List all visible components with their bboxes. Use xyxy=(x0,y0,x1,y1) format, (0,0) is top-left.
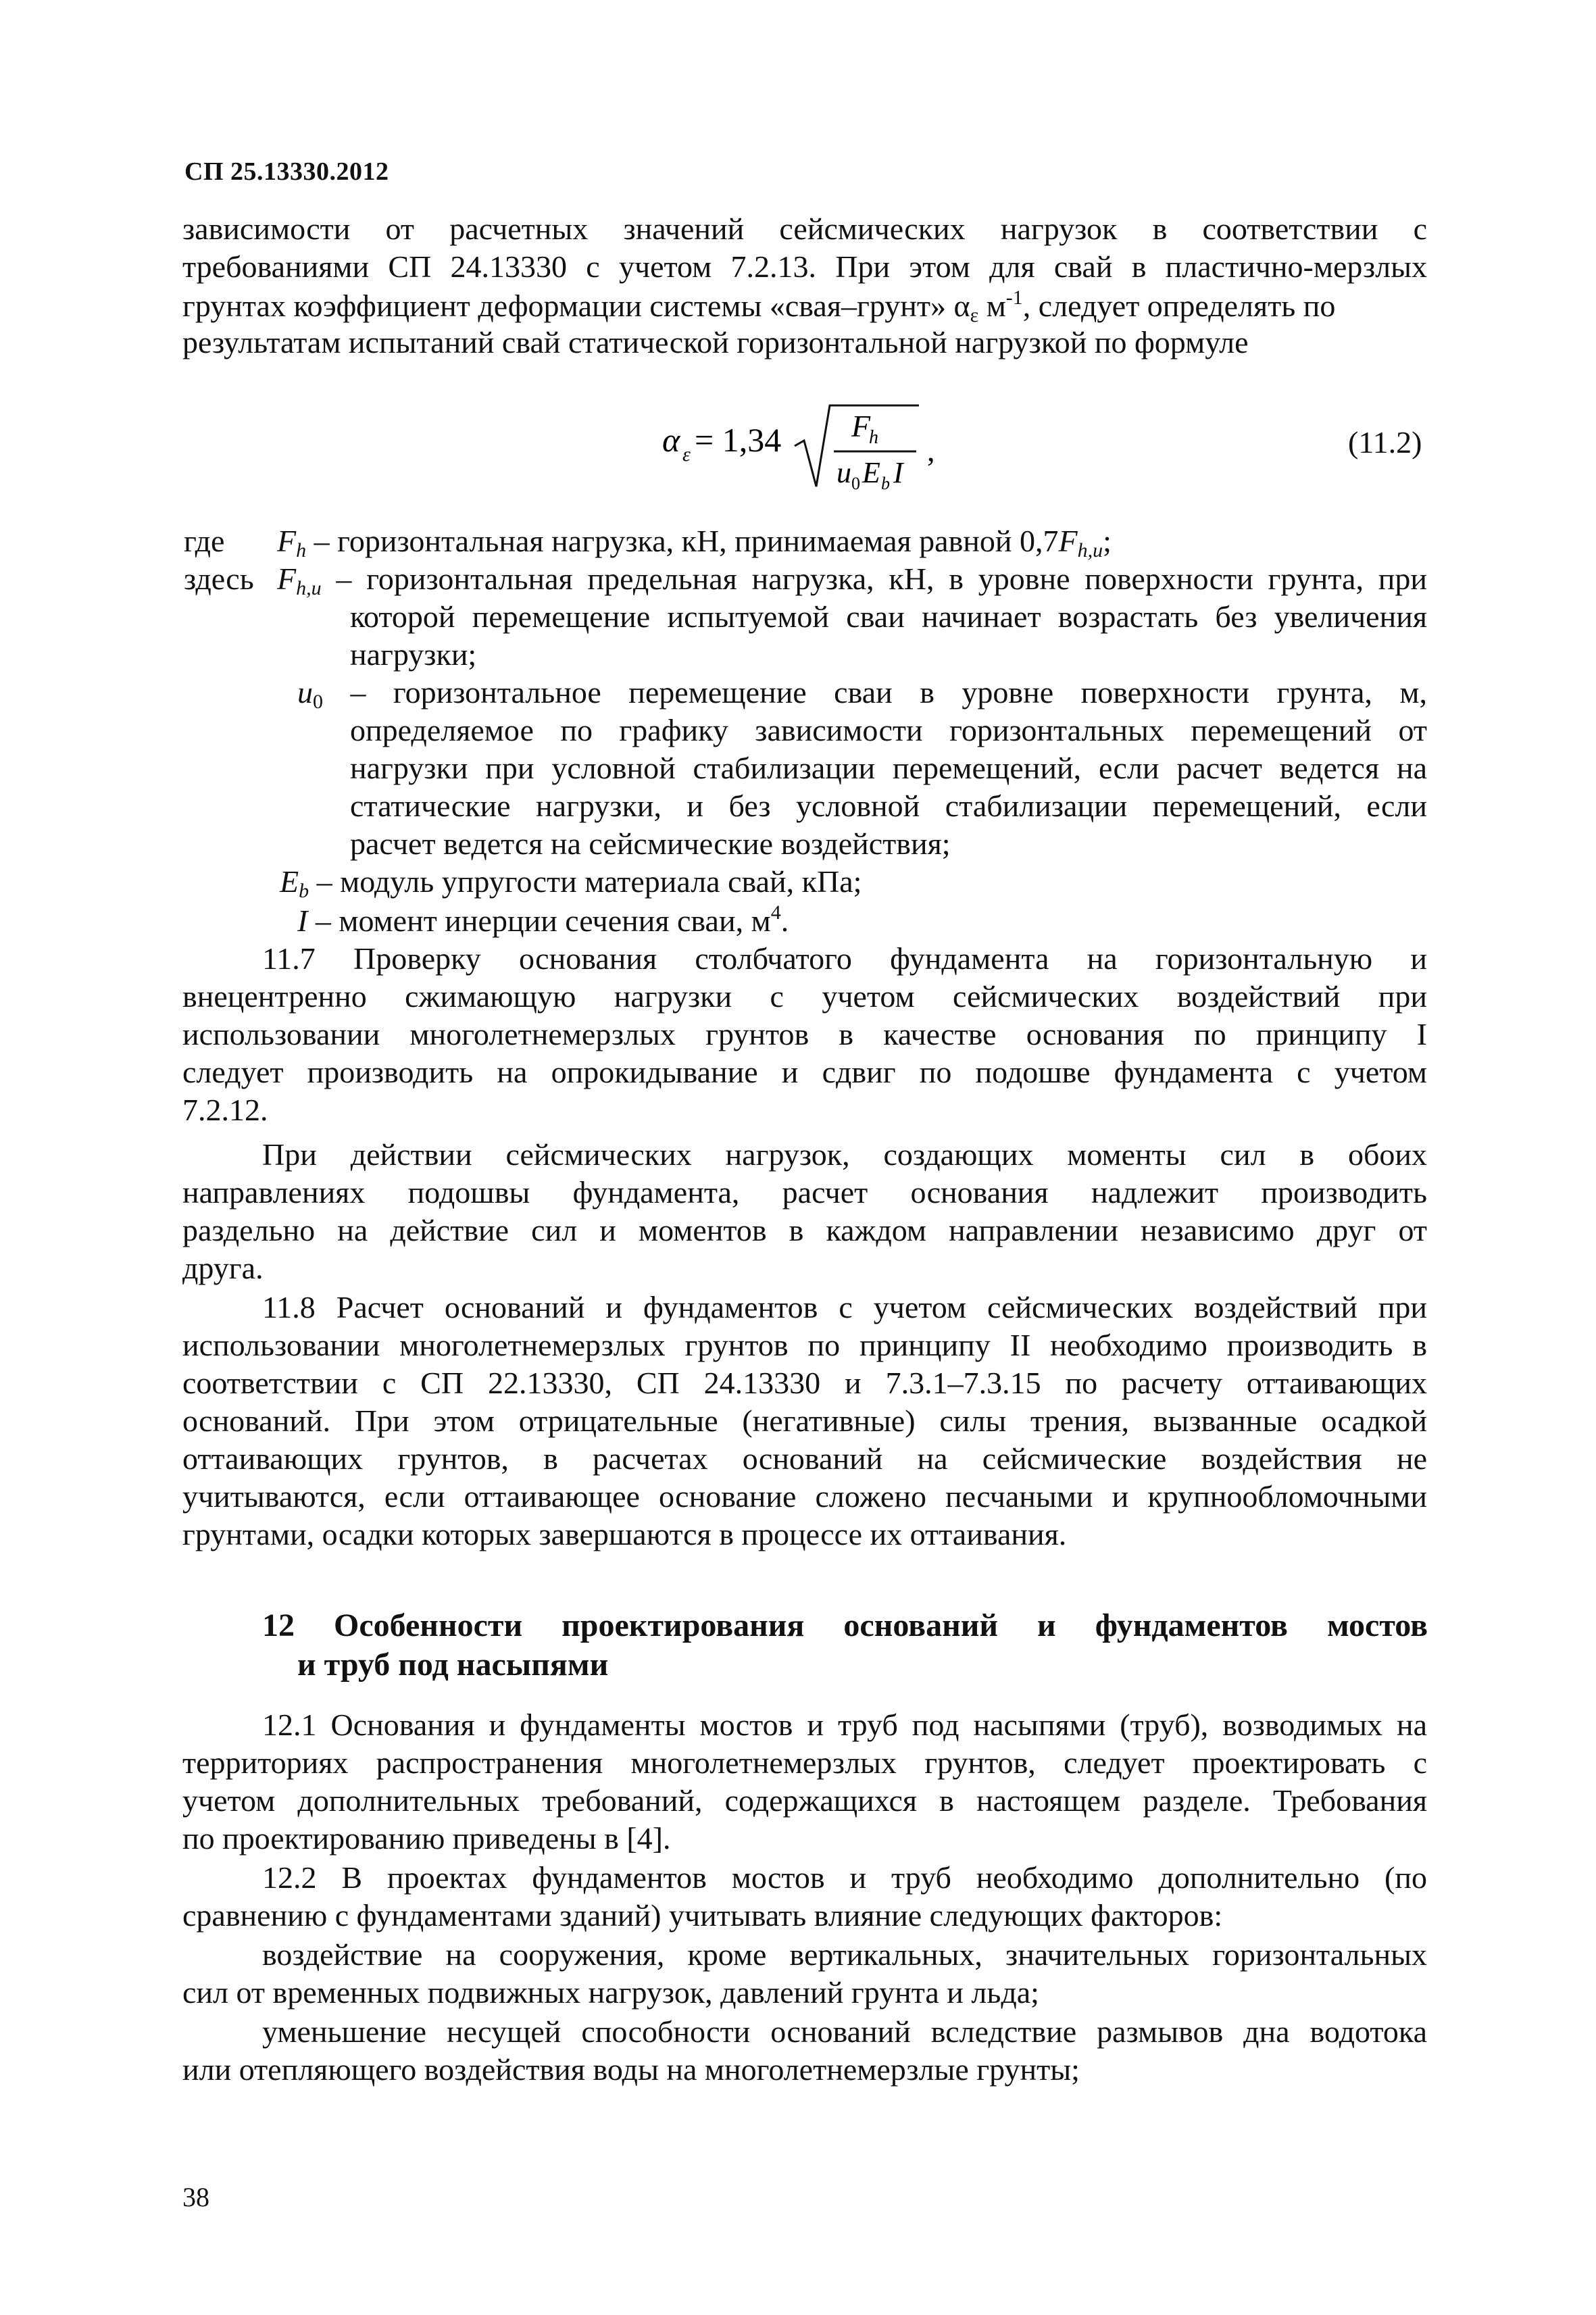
where-fhu-line-2: которой перемещение испытуемой сваи начинает возрастать без увеличения xyxy=(350,599,1427,634)
intro-line-2: требованиями СП 24.13330 с учетом 7.2.13. При этом для свай в пластично-мерзлых xyxy=(182,249,1427,284)
where-eb-sub: b xyxy=(299,880,309,902)
where-item-eb xyxy=(280,864,862,903)
p11-8-line-3: соответствии с СП 22.13330, СП 24.13330 и 7.3.1–7.3.15 по расчету оттаивающих xyxy=(182,1366,1427,1400)
where-u0-symbol: u xyxy=(297,675,313,710)
p11-8-line-2: использовании многолетнемерзлых грунтов по принципу II необходимо производить в xyxy=(182,1328,1427,1362)
intro-line-3 xyxy=(182,287,1427,327)
p12-1-line-3: учетом дополнительных требований, содержащихся в настоящем разделе. Требования xyxy=(182,1783,1427,1818)
p12-2-line-1: 12.2 В проектах фундаментов мостов и труб необходимо дополнительно (по xyxy=(262,1860,1427,1895)
document-code: СП 25.13330.2012 xyxy=(184,157,389,186)
where-i-text: – момент инерции сечения сваи, м xyxy=(307,903,771,938)
p11-7-line-5: 7.2.12. xyxy=(182,1093,268,1127)
where-u0-text: – горизонтальное перемещение сваи в уровне поверхности грунта, м, xyxy=(323,675,1427,710)
where-prefix-2: здесь xyxy=(184,562,254,596)
formula-lhs-sub: ε xyxy=(682,443,691,466)
intro-line-3-e: , следует определять по xyxy=(1022,289,1336,323)
where-u0-sub: 0 xyxy=(313,691,323,713)
where-fh-end: ; xyxy=(1103,524,1112,558)
p11-8-line-6: учитываются, если оттаивающее основание сложено песчаными и крупнообломочными xyxy=(182,1479,1427,1514)
p11-7-line-1: 11.7 Проверку основания столбчатого фундамента на горизонтальную и xyxy=(262,941,1427,976)
where-fhu-line-3: нагрузки; xyxy=(350,637,477,672)
formula-den-i: I xyxy=(893,456,903,489)
reduce-line-1: уменьшение несущей способности оснований вследствие размывов дна водотока xyxy=(262,2014,1427,2049)
where-i-sup: 4 xyxy=(770,901,781,924)
intro-line-3-d: -1 xyxy=(1005,287,1023,309)
formula-den-u: u xyxy=(837,456,851,489)
formula-svg xyxy=(662,399,946,500)
where-item-i xyxy=(297,901,789,939)
p11-8-line-4: оснований. При этом отрицательные (негативные) силы трения, вызванные осадкой xyxy=(182,1403,1427,1438)
seismic-line-4: друга. xyxy=(182,1251,264,1285)
impact-line-1: воздействие на сооружения, кроме вертикальных, значительных горизонтальных xyxy=(262,1937,1427,1972)
section-12-heading-line-1: 12 Особенности проектирования оснований и фундаментов мостов xyxy=(262,1608,1428,1643)
p11-8-line-5: оттаивающих грунтов, в расчетах оснований на сейсмические воздействия не xyxy=(182,1441,1427,1476)
where-u0-line-5: расчет ведется на сейсмические воздействия; xyxy=(350,826,951,861)
p12-1-line-1: 12.1 Основания и фундаменты мостов и труб под насыпями (труб), возводимых на xyxy=(262,1708,1427,1742)
where-fh-sub: h xyxy=(296,539,307,562)
seismic-line-1: При действии сейсмических нагрузок, создающих моменты сил в обоих xyxy=(262,1137,1427,1172)
where-fh-text: – горизонтальная нагрузка, кН, принимаемая равной 0,7 xyxy=(306,524,1059,558)
where-prefix-1: где xyxy=(184,524,225,558)
where-item-fhu xyxy=(277,561,1427,600)
formula-coefficient: = 1,34 xyxy=(695,421,782,459)
formula-comma: , xyxy=(927,433,935,468)
formula-number: (11.2) xyxy=(1348,425,1422,459)
section-12-heading-line-2: и труб под насыпями xyxy=(297,1647,609,1683)
formula-den-e-sub: b xyxy=(881,474,890,493)
where-fhu-symbol: F xyxy=(277,562,297,596)
p11-7-line-3: использовании многолетнемерзлых грунтов в качестве основания по принципу I xyxy=(182,1017,1427,1051)
where-eb-text: – модуль упругости материала свай, кПа; xyxy=(309,864,862,899)
p11-7-line-2: внецентренно сжимающую нагрузки с учетом сейсмических воздействий при xyxy=(182,979,1427,1014)
formula-11-2 xyxy=(662,399,946,500)
intro-line-3-c: м xyxy=(978,289,1006,323)
formula-den-e: E xyxy=(862,456,880,489)
where-item-u0 xyxy=(297,674,1427,714)
where-fh-tail: F xyxy=(1058,524,1078,558)
where-fh-symbol: F xyxy=(277,524,297,558)
intro-line-3-a: грунтах коэффициент деформации системы «свая–грунт» α xyxy=(182,289,970,323)
where-item-fh xyxy=(277,523,1112,562)
p11-8-line-1: 11.8 Расчет оснований и фундаментов с учетом сейсмических воздействий при xyxy=(262,1290,1427,1324)
intro-line-4: результатам испытаний свай статической горизонтальной нагрузкой по формуле xyxy=(182,325,1249,359)
intro-line-1: зависимости от расчетных значений сейсмических нагрузок в соответствии с xyxy=(182,211,1427,246)
formula-den-u-sub: 0 xyxy=(851,474,860,493)
reduce-line-2: или отепляющего воздействия воды на многолетнемерзлые грунты; xyxy=(182,2052,1080,2087)
formula-lhs: α xyxy=(662,421,680,459)
seismic-line-2: направлениях подошвы фундамента, расчет основания надлежит производить xyxy=(182,1175,1427,1210)
p11-7-line-4: следует производить на опрокидывание и сдвиг по подошве фундамента с учетом xyxy=(182,1055,1427,1089)
impact-line-2: сил от временных подвижных нагрузок, давлений грунта и льда; xyxy=(182,1975,1039,2010)
intro-line-3-b: ε xyxy=(970,304,979,326)
where-fh-tail-sub: h,u xyxy=(1077,539,1103,562)
p12-1-line-2: территориях распространения многолетнемерзлых грунтов, следует проектировать с xyxy=(182,1745,1427,1780)
page-number: 38 xyxy=(182,2182,209,2212)
where-eb-symbol: E xyxy=(280,864,299,899)
seismic-line-3: раздельно на действие сил и моментов в каждом направлении независимо друг от xyxy=(182,1213,1427,1247)
p12-1-line-4: по проектированию приведены в [4]. xyxy=(182,1821,671,1856)
formula-num: F xyxy=(851,409,871,443)
where-fhu-sub: h,u xyxy=(296,577,322,599)
where-i-symbol: I xyxy=(297,903,308,938)
p12-2-line-2: сравнению с фундаментами зданий) учитывать влияние следующих факторов: xyxy=(182,1898,1223,1933)
where-u0-line-3: нагрузки при условной стабилизации перемещений, если расчет ведется на xyxy=(350,751,1427,785)
where-u0-line-2: определяемое по графику зависимости горизонтальных перемещений от xyxy=(350,713,1427,747)
where-u0-line-4: статические нагрузки, и без условной стабилизации перемещений, если xyxy=(350,789,1427,823)
formula-num-sub: h xyxy=(869,427,878,448)
p11-8-line-7: грунтами, осадки которых завершаются в процессе их оттаивания. xyxy=(182,1517,1067,1551)
where-i-end: . xyxy=(780,903,789,938)
where-fhu-text: – горизонтальная предельная нагрузка, кН, в уровне поверхности грунта, при xyxy=(321,562,1427,596)
